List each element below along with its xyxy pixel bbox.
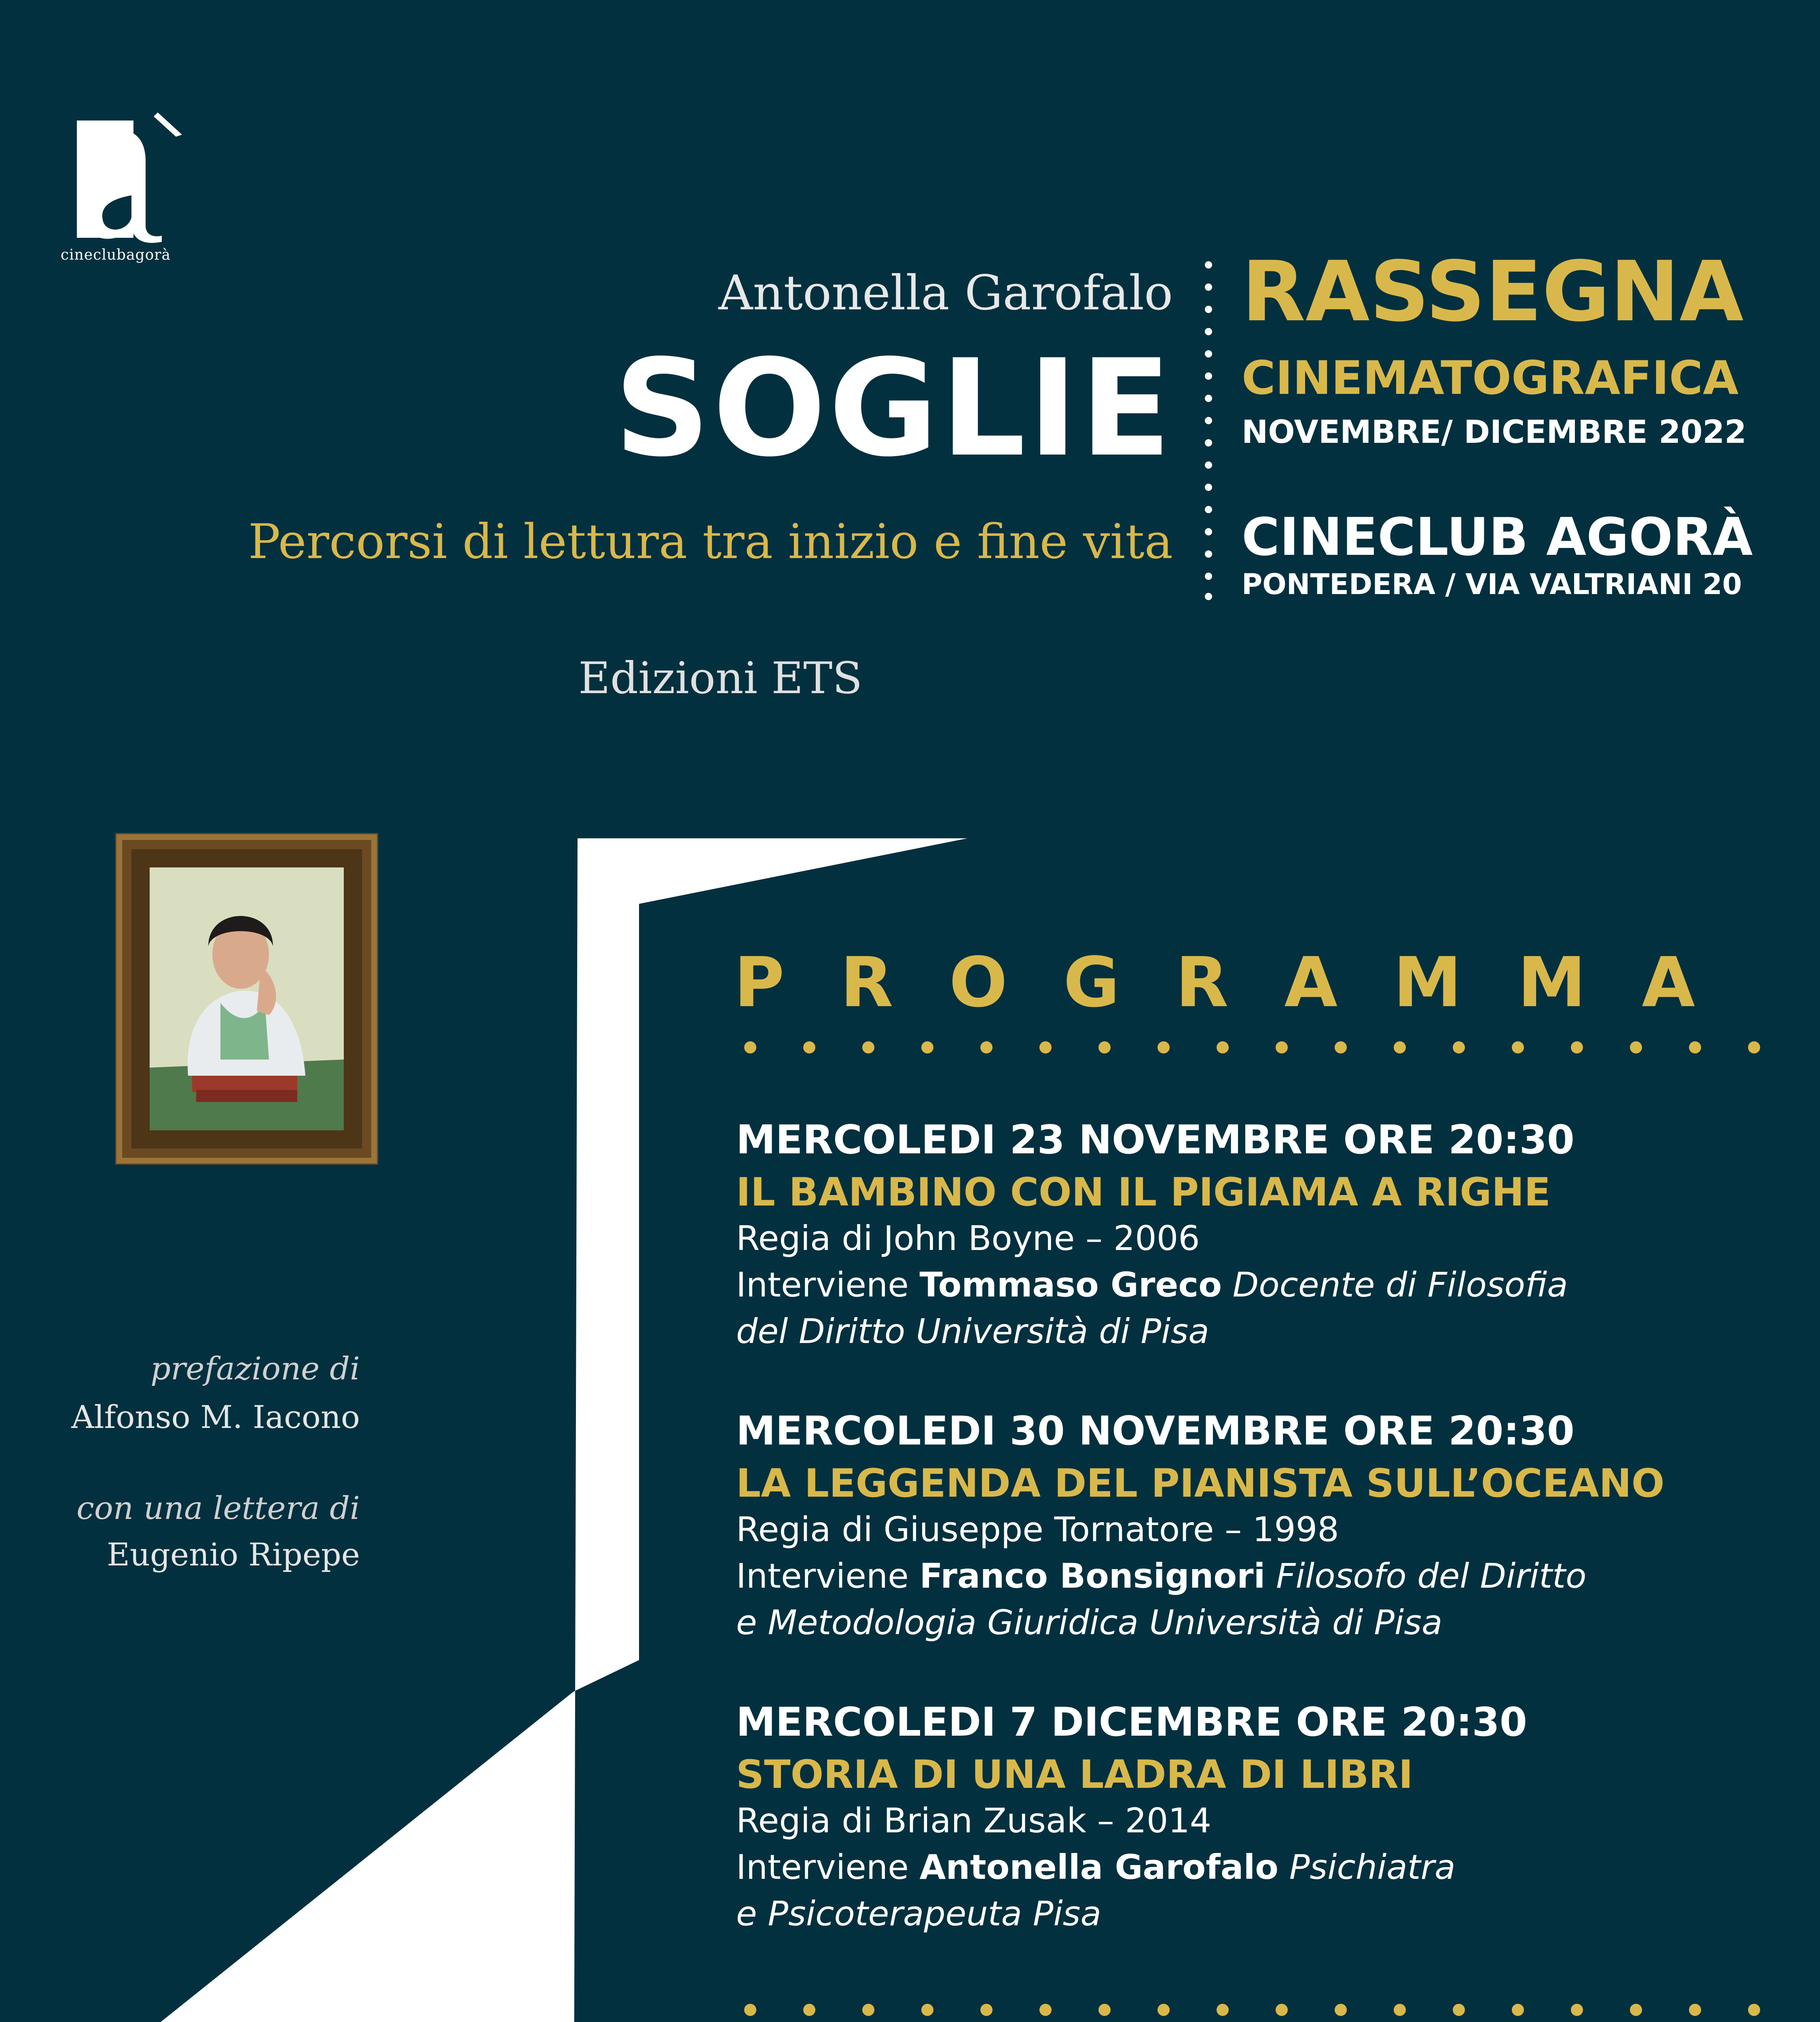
screening-2-role-cont bbox=[736, 1603, 1443, 1642]
book-title: SOGLIE bbox=[614, 331, 1174, 486]
screening-2-regia: Regia di Giuseppe Tornatore – 1998 bbox=[736, 1510, 1339, 1549]
screening-2-role: Filosofo del Diritto bbox=[1276, 1556, 1587, 1596]
letter-author: Eugenio Ripepe bbox=[106, 1537, 360, 1573]
logo-wordmark: cineclubagorà bbox=[61, 247, 171, 263]
event-heading: RASSEGNA bbox=[1242, 244, 1744, 340]
screening-2-role-line2: e Metodologia Giuridica Università di Pisa bbox=[736, 1603, 1443, 1642]
screening-3-role-line2: e Psicoterapeuta Pisa bbox=[736, 1894, 1101, 1933]
screening-3-date: MERCOLEDI 7 DICEMBRE ORE 20:30 bbox=[736, 1699, 1527, 1745]
dotted-separator-top bbox=[742, 1039, 1765, 1055]
event-subheading: CINEMATOGRAFICA bbox=[1242, 351, 1739, 405]
screening-2-film: LA LEGGENDA DEL PIANISTA SULL’OCEANO bbox=[736, 1461, 1665, 1506]
screening-3-role-cont bbox=[736, 1894, 1101, 1933]
screening-1-speaker: Tommaso Greco bbox=[919, 1265, 1222, 1305]
screening-1-role-line2: del Diritto Università di Pisa bbox=[736, 1311, 1209, 1351]
event-venue: CINECLUB AGORÀ bbox=[1242, 507, 1753, 567]
event-address: PONTEDERA / VIA VALTRIANI 20 bbox=[1242, 568, 1742, 601]
screening-3-interviene bbox=[736, 1847, 1456, 1887]
screening-3-regia: Regia di Brian Zusak – 2014 bbox=[736, 1801, 1212, 1840]
letter-label: con una lettera di bbox=[76, 1490, 360, 1527]
book-author: Antonella Garofalo bbox=[718, 265, 1173, 321]
event-dates: NOVEMBRE/ DICEMBRE 2022 bbox=[1242, 414, 1747, 451]
screening-1-role-cont bbox=[736, 1311, 1209, 1351]
screening-1-regia: Regia di John Boyne – 2006 bbox=[736, 1218, 1200, 1258]
screening-3-speaker: Antonella Garofalo bbox=[919, 1847, 1278, 1887]
screening-2-speaker: Franco Bonsignori bbox=[919, 1556, 1266, 1596]
cineclub-agora-logo bbox=[61, 104, 194, 266]
screening-2-date: MERCOLEDI 30 NOVEMBRE ORE 20:30 bbox=[736, 1408, 1575, 1454]
screening-2-interviene bbox=[736, 1556, 1587, 1596]
interviene-label: Interviene bbox=[736, 1556, 909, 1596]
screening-1-interviene bbox=[736, 1265, 1568, 1305]
screening-3-film: STORIA DI UNA LADRA DI LIBRI bbox=[736, 1752, 1413, 1797]
vertical-dotted-divider bbox=[1200, 259, 1217, 603]
framed-portrait-painting bbox=[115, 833, 378, 1165]
interviene-label: Interviene bbox=[736, 1265, 909, 1305]
interviene-label: Interviene bbox=[736, 1847, 909, 1887]
book-publisher: Edizioni ETS bbox=[578, 653, 863, 704]
screening-1-role: Docente di Filosofia bbox=[1232, 1265, 1568, 1305]
dotted-separator-bottom bbox=[742, 2002, 1765, 2018]
screening-1-film: IL BAMBINO CON IL PIGIAMA A RIGHE bbox=[736, 1170, 1551, 1215]
programma-title: PROGRAMMA bbox=[734, 943, 1751, 1023]
preface-label: prefazione di bbox=[150, 1351, 360, 1387]
preface-author: Alfonso M. Iacono bbox=[71, 1399, 360, 1436]
screening-1-date: MERCOLEDI 23 NOVEMBRE ORE 20:30 bbox=[736, 1117, 1575, 1163]
book-subtitle: Percorsi di lettura tra inizio e fine vita bbox=[248, 514, 1173, 569]
screening-3-role: Psichiatra bbox=[1289, 1847, 1456, 1887]
